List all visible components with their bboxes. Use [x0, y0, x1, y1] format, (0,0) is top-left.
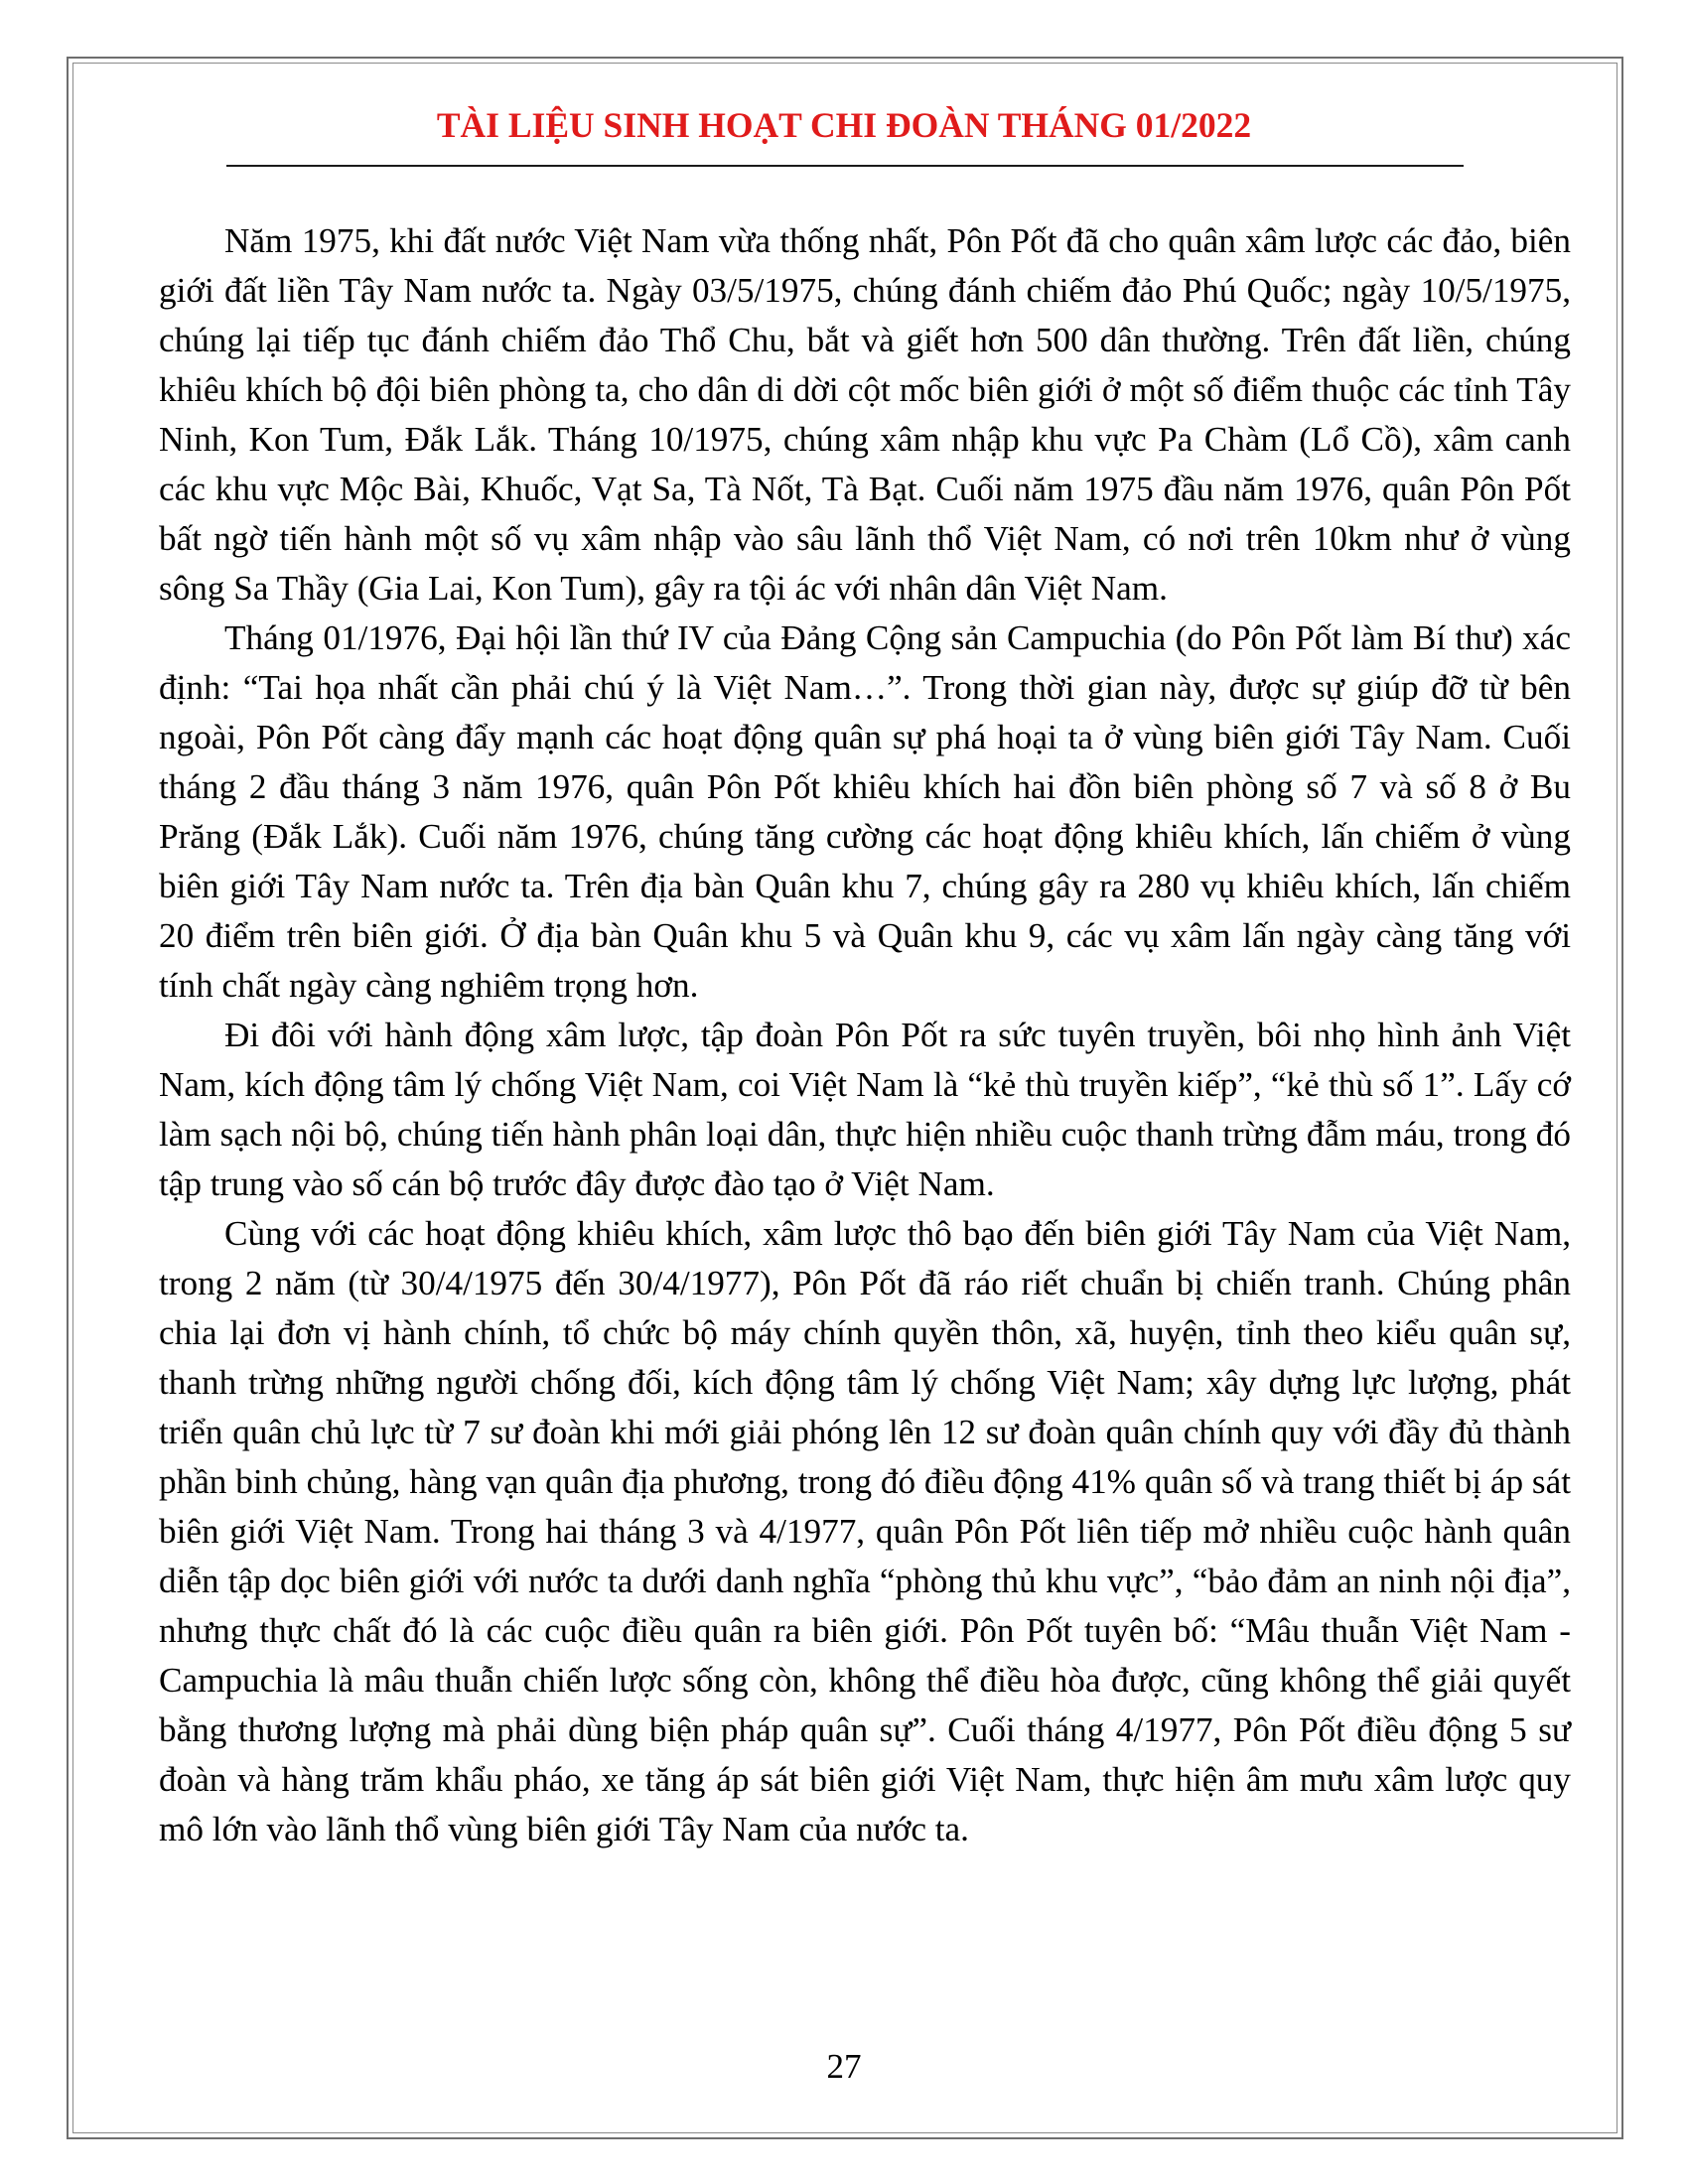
header-divider	[226, 165, 1464, 167]
paragraph-2: Tháng 01/1976, Đại hội lần thứ IV của Đảng Cộng sản Campuchia (do Pôn Pốt làm Bí thư) xác định: “Tai họa nhất cần phải chú ý là Việt Nam…”. Trong thời gian này, được sự giúp đỡ từ bên ngoài, Pôn Pốt càng đẩy mạnh các hoạt động quân sự phá hoại ta ở vùng biên giới Tây Nam. Cuối tháng 2 đầu tháng 3 năm 1976, quân Pôn Pốt khiêu khích hai đồn biên phòng số 7 và số 8 ở Bu Prăng (Đắk Lắk). Cuối năm 1976, chúng tăng cường các hoạt động khiêu khích, lấn chiếm ở vùng biên giới Tây Nam nước ta. Trên địa bàn Quân khu 7, chúng gây ra 280 vụ khiêu khích, lấn chiếm 20 điểm trên biên giới. Ở địa bàn Quân khu 5 và Quân khu 9, các vụ xâm lấn ngày càng tăng với tính chất ngày càng nghiêm trọng hơn.	[159, 618, 1571, 1005]
paragraph-1: Năm 1975, khi đất nước Việt Nam vừa thống nhất, Pôn Pốt đã cho quân xâm lược các đảo, biên giới đất liền Tây Nam nước ta. Ngày 03/5/1975, chúng đánh chiếm đảo Phú Quốc; ngày 10/5/1975, chúng lại tiếp tục đánh chiếm đảo Thổ Chu, bắt và giết hơn 500 dân thường. Trên đất liền, chúng khiêu khích bộ đội biên phòng ta, cho dân di dời cột mốc biên giới ở một số điểm thuộc các tỉnh Tây Ninh, Kon Tum, Đắk Lắk. Tháng 10/1975, chúng xâm nhập khu vực Pa Chàm (Lổ Cồ), xâm canh các khu vực Mộc Bài, Khuốc, Vạt Sa, Tà Nốt, Tà Bạt. Cuối năm 1975 đầu năm 1976, quân Pôn Pốt bất ngờ tiến hành một số vụ xâm nhập vào sâu lãnh thổ Việt Nam, có nơi trên 10km như ở vùng sông Sa Thầy (Gia Lai, Kon Tum), gây ra tội ác với nhân dân Việt Nam.	[159, 221, 1571, 608]
document-body	[159, 216, 1571, 1854]
paragraph-3: Đi đôi với hành động xâm lược, tập đoàn Pôn Pốt ra sức tuyên truyền, bôi nhọ hình ảnh Việt Nam, kích động tâm lý chống Việt Nam, coi Việt Nam là “kẻ thù truyền kiếp”, “kẻ thù số 1”. Lấy cớ làm sạch nội bộ, chúng tiến hành phân loại dân, thực hiện nhiều cuộc thanh trừng đẫm máu, trong đó tập trung vào số cán bộ trước đây được đào tạo ở Việt Nam.	[159, 1016, 1571, 1203]
page-number: 27	[826, 2047, 862, 2086]
document-header-title: TÀI LIỆU SINH HOẠT CHI ĐOÀN THÁNG 01/2022	[436, 105, 1252, 145]
paragraph-4: Cùng với các hoạt động khiêu khích, xâm lược thô bạo đến biên giới Tây Nam của Việt Nam, trong 2 năm (từ 30/4/1975 đến 30/4/1977), Pôn Pốt đã ráo riết chuẩn bị chiến tranh. Chúng phân chia lại đơn vị hành chính, tổ chức bộ máy chính quyền thôn, xã, huyện, tỉnh theo kiểu quân sự, thanh trừng những người chống đối, kích động tâm lý chống Việt Nam; xây dựng lực lượng, phát triển quân chủ lực từ 7 sư đoàn khi mới giải phóng lên 12 sư đoàn quân chính quy với đầy đủ thành phần binh chủng, hàng vạn quân địa phương, trong đó điều động 41% quân số và trang thiết bị áp sát biên giới Việt Nam. Trong hai tháng 3 và 4/1977, quân Pôn Pốt liên tiếp mở nhiều cuộc hành quân diễn tập dọc biên giới với nước ta dưới danh nghĩa “phòng thủ khu vực”, “bảo đảm an ninh nội địa”, nhưng thực chất đó là các cuộc điều quân ra biên giới. Pôn Pốt tuyên bố: “Mâu thuẫn Việt Nam - Campuchia là mâu thuẫn chiến lược sống còn, không thể điều hòa được, cũng không thể giải quyết bằng thương lượng mà phải dùng biện pháp quân sự”. Cuối tháng 4/1977, Pôn Pốt điều động 5 sư đoàn và hàng trăm khẩu pháo, xe tăng áp sát biên giới Việt Nam, thực hiện âm mưu xâm lược quy mô lớn vào lãnh thổ vùng biên giới Tây Nam của nước ta.	[159, 1214, 1571, 1848]
